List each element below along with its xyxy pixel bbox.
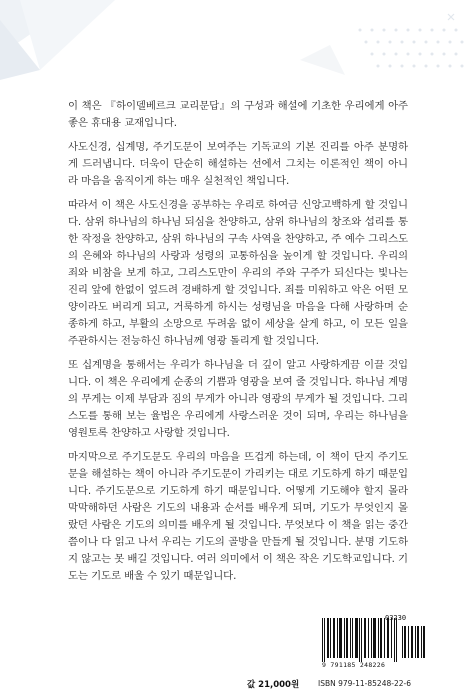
isbn-label: ISBN 979-11-85248-22-6 (318, 679, 411, 688)
paragraph-intro: 이 책은 『하이델베르크 교리문답』의 구성과 해설에 기초한 우리에게 아주 좋은 휴대용 교재입니다. (68, 100, 408, 129)
isbn-barcode (318, 614, 428, 666)
paragraph-ten-commandments: 또 십계명을 통해서는 우리가 하나님을 더 깊이 알고 사랑하게끔 이끌 것입니다. 이 책은 우리에게 순종의 기쁨과 영광을 보여 줄 것입니다. 하나님 계명의 무게는 이제 부담과 짐의 무게가 아니라 영광의 무게가 될 것입니다. 그리스도를 통해 보는 율법은 우리에게 사랑스러운 것이 되며, 우리는 하나님을 영원토록 찬양하고 사랑할 것입니다. (68, 359, 408, 439)
barcode-digits: 9 791185 248226 (322, 661, 386, 669)
paragraph-overview: 사도신경, 십계명, 주기도문이 보여주는 기독교의 기본 진리를 아주 분명하게 드러냅니다. 더욱이 단순히 해설하는 선에서 그치는 이론적인 책이 아니라 마음을 움직이게 하는 매우 실천적인 책입니다. (68, 141, 408, 187)
paragraph-lords-prayer: 마지막으로 주기도문도 우리의 마음을 뜨겁게 하는데, 이 책이 단지 주기도문을 해설하는 책이 아니라 주기도문이 가리키는 대로 기도하게 하기 때문입니다. 주기도문으로 기도하게 하기 때문입니다. 어떻게 기도해야 할지 몰라 막막해하던 사람은 기도의 내용과 순서를 배우게 되며, 기도가 무엇인지 몰랐던 사람은 기도의 의미를 배우게 될 것입니다. 무엇보다 이 책을 읽는 중간쯤이나 다 읽고 나서 우리는 기도의 골방을 만들게 될 것입니다. 분명 기도하지 않고는 못 배길 것입니다. 여러 의미에서 이 책은 작은 기도학교입니다. 기도는 기도로 배울 수 있기 때문입니다. (68, 451, 408, 582)
price-label: 값 21,000원 (247, 680, 300, 690)
paragraph-apostles-creed: 따라서 이 책은 사도신경을 공부하는 우리로 하여금 신앙고백하게 할 것입니다. 삼위 하나님의 하나님 되심을 찬양하고, 삼위 하나님의 창조와 섭리를 통한 작정을 찬양하고, 삼위 하나님의 구속 사역을 찬양하고, 주 예수 그리스도의 은혜와 하나님의 사랑과 성령의 교통하심을 높이게 할 것입니다. 우리의 죄와 비참을 보게 하고, 그리스도만이 우리의 주와 구주가 되신다는 빛나는 진리 앞에 한없이 엎드려 경배하게 할 것입니다. 죄를 미워하고 악은 어떤 모양이라도 버리게 되고, 거룩하게 하시는 성령님을 마음을 다해 사랑하며 순종하게 하고, 부활의 소망으로 두려움 없이 세상을 살게 하고, 이 모든 일을 주관하시는 전능하신 하나님께 영광 돌리게 할 것입니다. (68, 199, 408, 347)
barcode-graphic (318, 614, 428, 662)
top-geometric-decoration (0, 0, 470, 80)
back-cover-description (68, 98, 408, 592)
barcode-addon-code: 03230 (385, 614, 407, 622)
